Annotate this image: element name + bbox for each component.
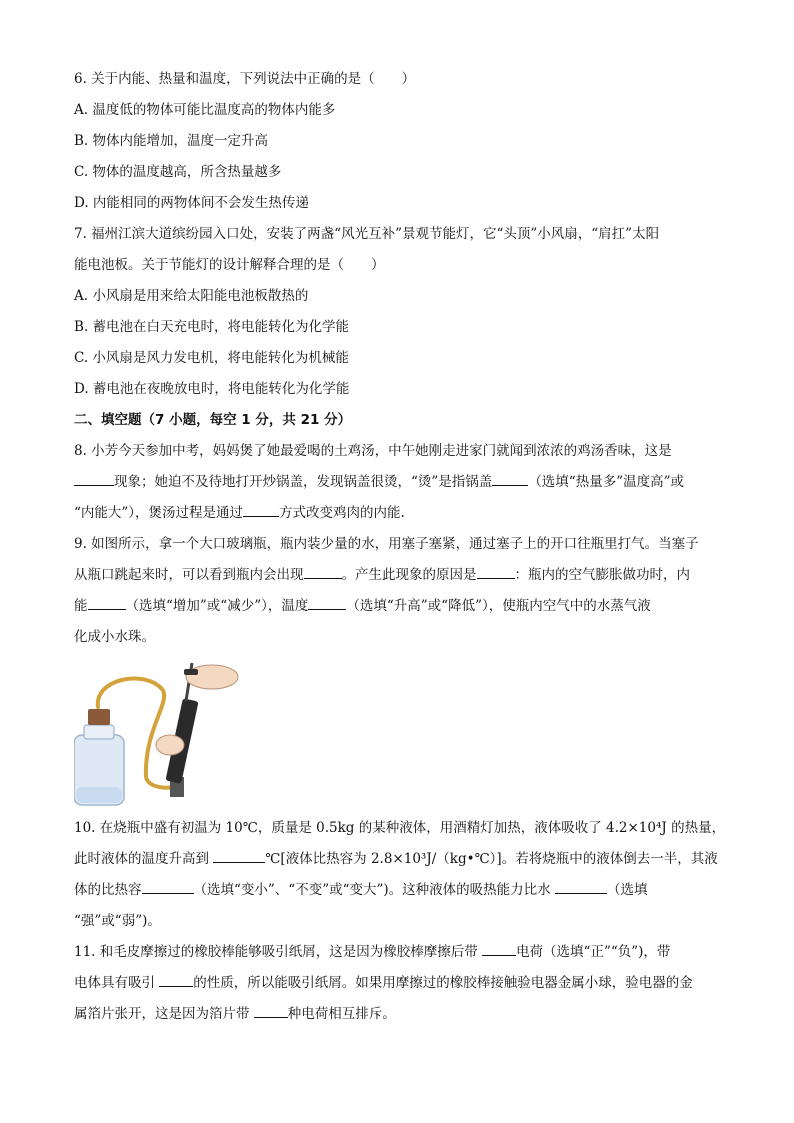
- q8-blank-2[interactable]: [492, 471, 528, 486]
- exam-page: [74, 64, 724, 1030]
- q9-line2-text-c: ：瓶内的空气膨胀做功时，内: [514, 567, 690, 583]
- q11-line1-text-a: 11. 和毛皮摩擦过的橡胶棒能够吸引纸屑，这是因为橡胶棒摩擦后带: [74, 944, 478, 960]
- q6-option-b: B. 物体内能增加，温度一定升高: [74, 133, 269, 149]
- q9-line2-text-b: 。产生此现象的原因是: [341, 567, 477, 583]
- q11-line3: [74, 999, 724, 1030]
- q10-line2-text-b: ℃[液体比热容为 2.8×10³J/（kg•℃）]。若将烧瓶中的液体倒去一半，其液: [265, 851, 718, 867]
- hand-bottom: [156, 735, 184, 755]
- section-2-heading: 二、填空题（7 小题，每空 1 分，共 21 分）: [74, 412, 352, 428]
- q9-blank-3[interactable]: [88, 595, 126, 610]
- q9-line3-text-a: 能: [74, 598, 88, 614]
- q7-stem-line1: 7. 福州江滨大道缤纷园入口处，安装了两盏“风光互补”景观节能灯，它“头顶”小风扇，“肩扛”太阳: [74, 226, 660, 242]
- q9-blank-4[interactable]: [308, 595, 346, 610]
- q10-line4: “强”或“弱”)。: [74, 913, 161, 929]
- q8-blank-3[interactable]: [243, 502, 279, 517]
- q10-line3-text-c: （选填: [606, 882, 648, 898]
- q7-option-c: C. 小风扇是风力发电机，将电能转化为机械能: [74, 350, 349, 366]
- q7-option-d: D. 蓄电池在夜晚放电时，将电能转化为化学能: [74, 381, 350, 397]
- bottle-neck: [84, 725, 114, 739]
- q10-line1: 10. 在烧瓶中盛有初温为 10℃，质量是 0.5kg 的某种液体，用酒精灯加热，液体吸收了 4.2×10⁴J 的热量，: [74, 820, 726, 836]
- q11-line1: [74, 937, 724, 968]
- q9-blank-2[interactable]: [477, 564, 515, 579]
- q10-line2-text-a: 此时液体的温度升高到: [74, 851, 209, 867]
- bottle-pump-illustration: [74, 659, 254, 809]
- q7-stem-line2: 能电池板。关于节能灯的设计解释合理的是（ ）: [74, 257, 385, 273]
- q11-line2: [74, 968, 724, 999]
- q11-line3-text-b: 种电荷相互排斥。: [287, 1006, 396, 1022]
- q9-line2: [74, 560, 724, 591]
- q9-blank-1[interactable]: [304, 564, 342, 579]
- q8-line2-text-b: （选填“热量多”温度高”或: [528, 474, 685, 490]
- q11-line2-text-a: 电体具有吸引: [74, 975, 155, 991]
- q9-line2-text-a: 从瓶口跳起来时，可以看到瓶内会出现: [74, 567, 304, 583]
- q6-option-a: A. 温度低的物体可能比温度高的物体内能多: [74, 102, 336, 118]
- q8-line2: [74, 467, 724, 498]
- bottle-stopper: [88, 709, 110, 725]
- q6-option-d: D. 内能相同的两物体间不会发生热传递: [74, 195, 309, 211]
- q11-blank-3[interactable]: [254, 1003, 288, 1018]
- q8-line3-text-a: “内能大”），煲汤过程是通过: [74, 505, 244, 521]
- q11-line1-text-b: 电荷（选填“正”“负”)，带: [516, 944, 671, 960]
- q8-line2-text-a: 现象；她迫不及待地打开炒锅盖，发现锅盖很烫，“烫”是指锅盖: [114, 474, 493, 490]
- q11-line2-text-b: 的性质，所以能吸引纸屑。如果用摩擦过的橡胶棒接触验电器金属小球，验电器的金: [193, 975, 693, 991]
- q10-line3: [74, 875, 724, 906]
- q9-line3-text-b: （选填“增加”或“减少”），温度: [125, 598, 309, 614]
- q9-line3: [74, 591, 724, 622]
- q6-option-c: C. 物体的温度越高，所含热量越多: [74, 164, 282, 180]
- q11-blank-2[interactable]: [159, 972, 193, 987]
- bottle-pump-figure: [74, 659, 254, 809]
- q9-line4: 化成小水珠。: [74, 629, 155, 645]
- q8-line3: [74, 498, 724, 529]
- q11-line3-text-a: 属箔片张开，这是因为箔片带: [74, 1006, 250, 1022]
- q10-blank-3[interactable]: [555, 879, 607, 894]
- q9-line3-text-c: （选填“升高”或“降低”），使瓶内空气中的水蒸气液: [346, 598, 651, 614]
- pump-handle: [184, 669, 198, 675]
- hand-top: [186, 665, 238, 689]
- q8-line1: 8. 小芳今天参加中考，妈妈煲了她最爱喝的土鸡汤，中午她刚走进家门就闻到浓浓的鸡汤香味，这是: [74, 443, 672, 459]
- bottle-water: [76, 787, 122, 803]
- q10-blank-2[interactable]: [142, 879, 194, 894]
- q10-line3-text-a: 体的比热容: [74, 882, 142, 898]
- q10-line3-text-b: （选填“变小”、“不变”或“变大”)。这种液体的吸热能力比水: [193, 882, 551, 898]
- q8-line3-text-b: 方式改变鸡肉的内能.: [279, 505, 405, 521]
- q9-line1: 9. 如图所示，拿一个大口玻璃瓶，瓶内装少量的水，用塞子塞紧，通过塞子上的开口往瓶里打气。当塞子: [74, 536, 699, 552]
- q6-stem: 6. 关于内能、热量和温度，下列说法中正确的是（ ）: [74, 71, 416, 87]
- q7-option-a: A. 小风扇是用来给太阳能电池板散热的: [74, 288, 309, 304]
- q11-blank-1[interactable]: [482, 941, 516, 956]
- q10-blank-1[interactable]: [213, 848, 265, 863]
- q8-blank-1[interactable]: [74, 471, 114, 486]
- q10-line2: [74, 844, 724, 875]
- q7-option-b: B. 蓄电池在白天充电时，将电能转化为化学能: [74, 319, 350, 335]
